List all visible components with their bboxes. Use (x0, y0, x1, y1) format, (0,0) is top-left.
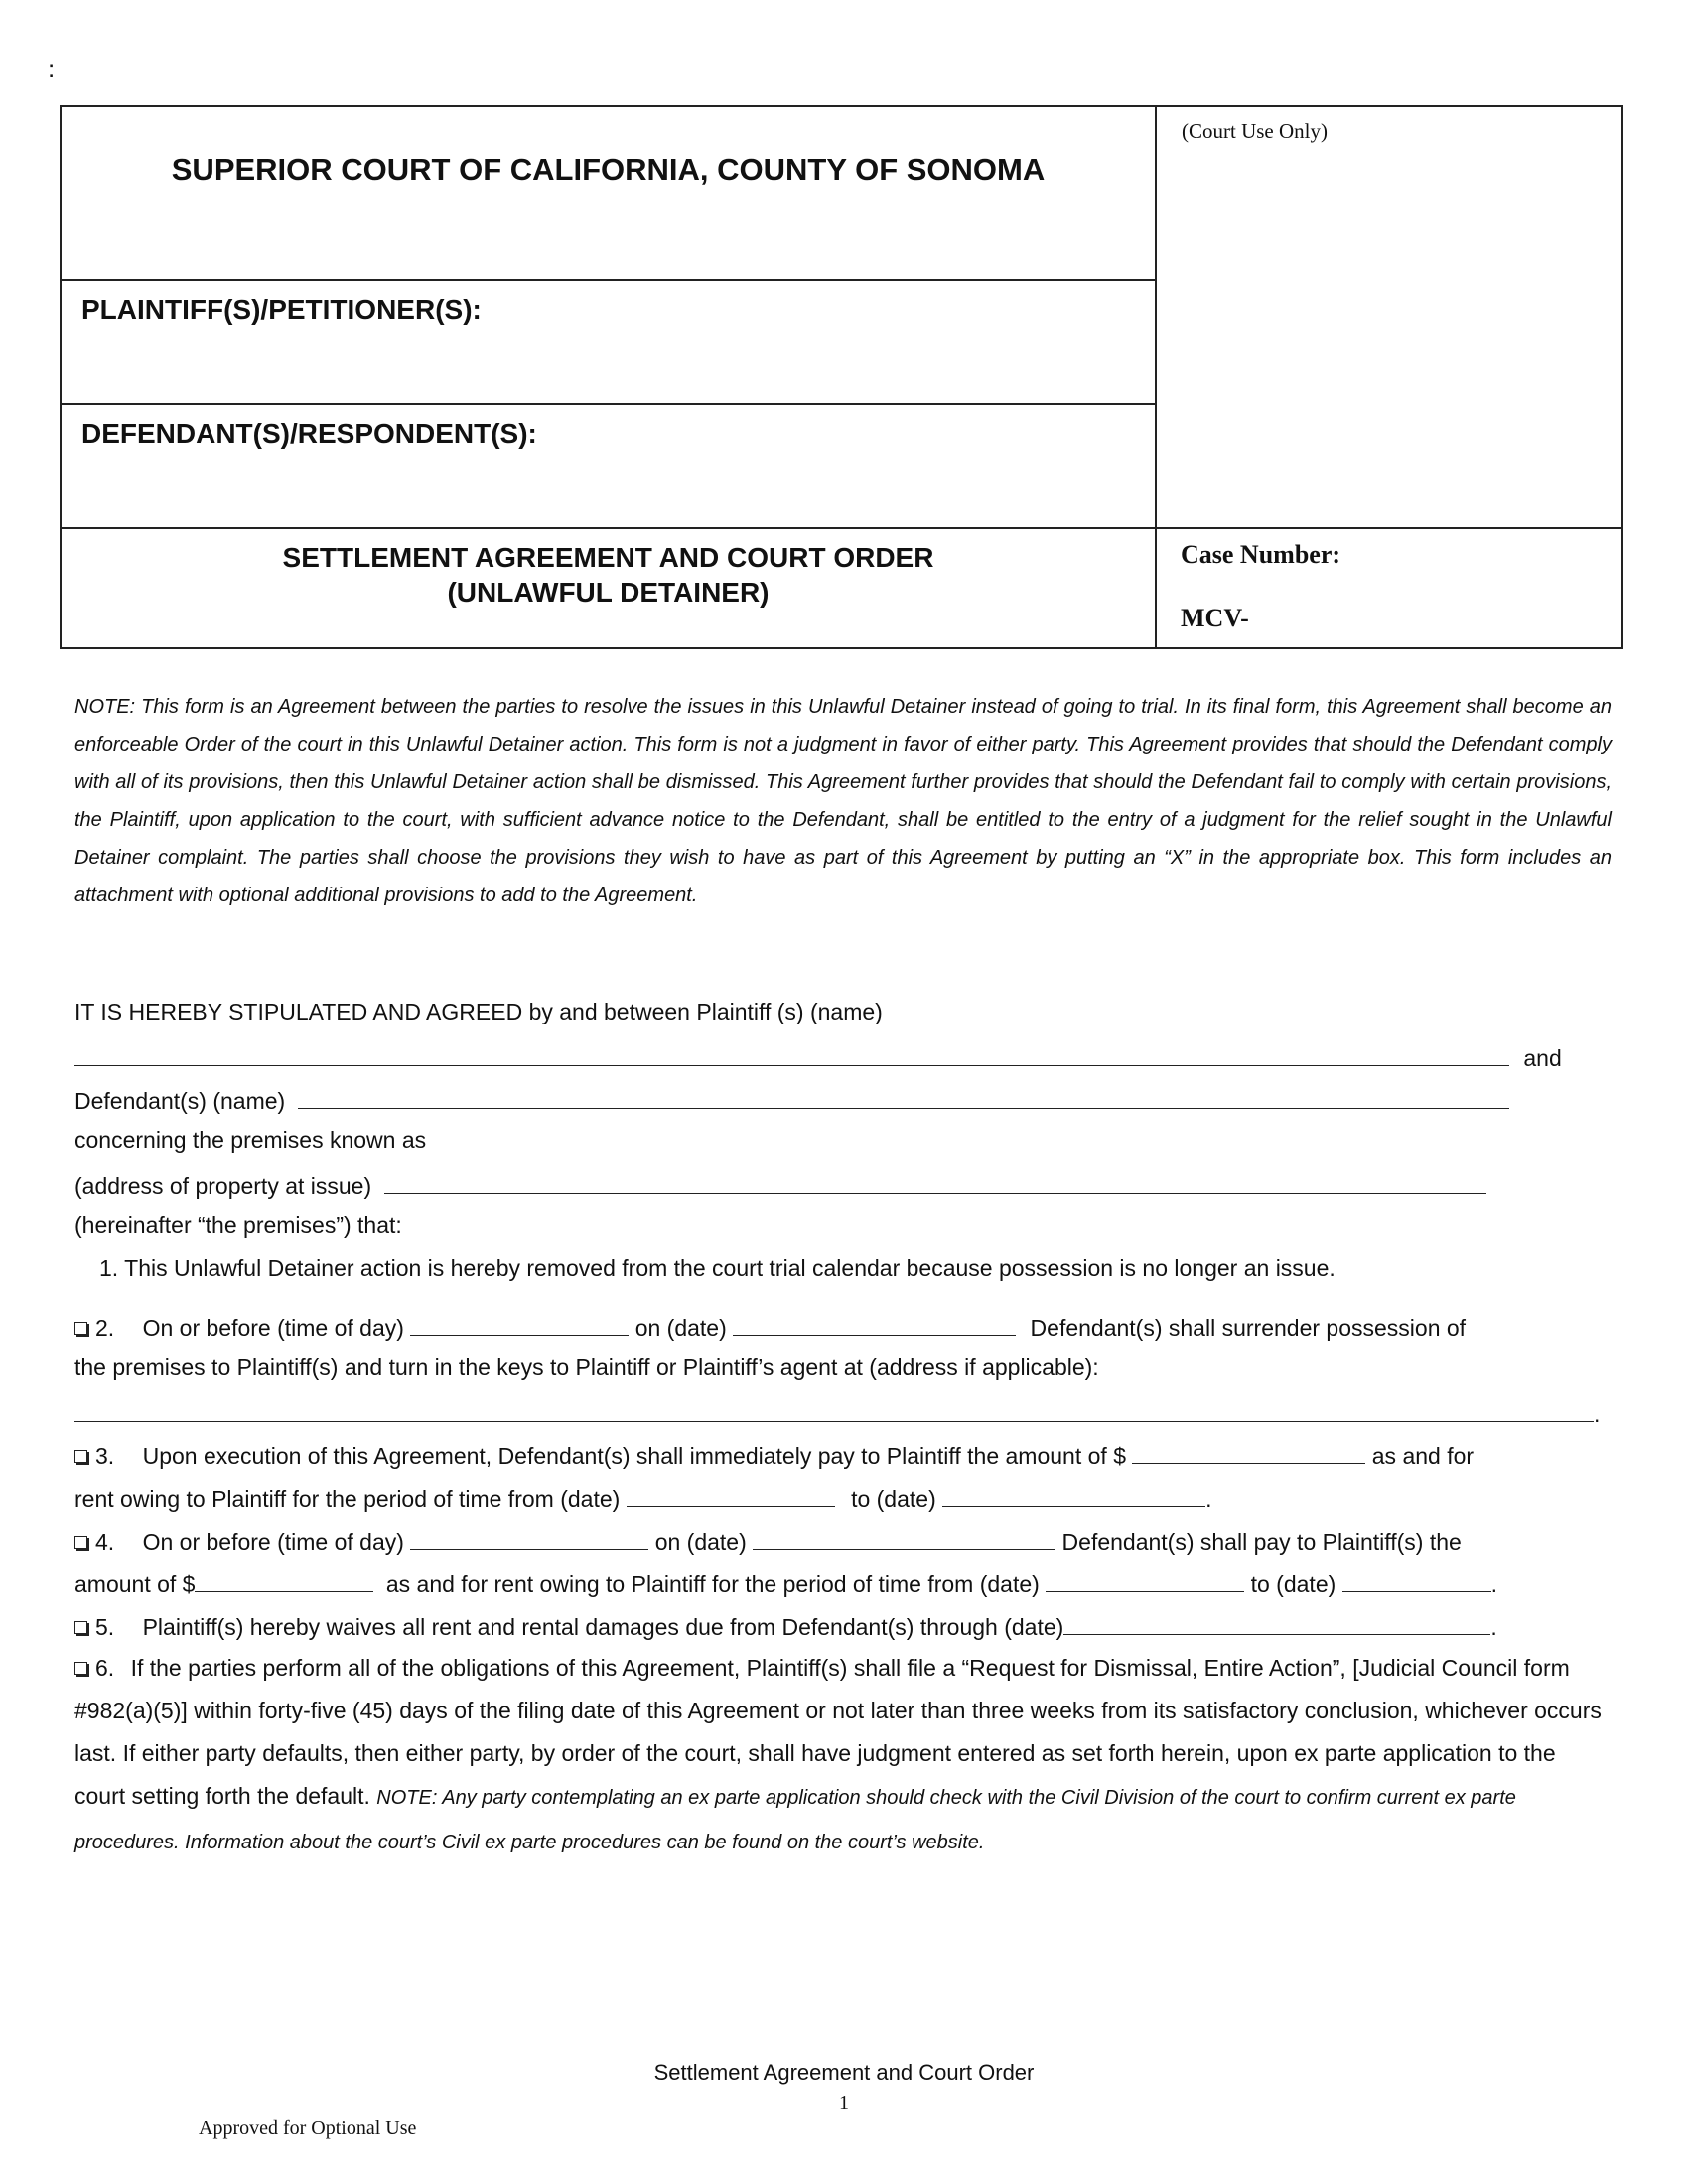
item-3-from-date-field[interactable] (627, 1482, 835, 1507)
item-3-as-and-for: as and for (1371, 1443, 1475, 1470)
item-4-time-field[interactable] (410, 1525, 648, 1550)
item-6-number: 6. (95, 1655, 115, 1681)
case-number-label: Case Number: (1181, 540, 1341, 569)
item-6-text: If the parties perform all of the obligations of this Agreement, Plaintiff(s) shall file a “Request for Dismissal, Entire Action”, [Judicial Council form #982(a)(5)] within forty-five (45) days of the filing date of this Agreement or not later than three weeks from its satisfactory conclusion, whichever occurs last. If either party defaults, then either party, by order of the court, shall have judgment entered as set forth herein, upon ex parte application to the court setting forth the default. (74, 1655, 1602, 1809)
item-2-address-row: . (74, 1397, 1600, 1428)
item-4-pay-text: Defendant(s) shall pay to Plaintiff(s) the (1061, 1529, 1462, 1556)
item-5-number: 5. (95, 1614, 115, 1641)
item-3-to-date-field[interactable] (942, 1482, 1205, 1507)
stray-mark: : (48, 54, 56, 83)
item-6-checkbox[interactable] (74, 1662, 87, 1675)
court-use-label: (Court Use Only) (1182, 119, 1328, 143)
page-number: 1 (839, 2092, 849, 2114)
address-row (74, 1169, 1486, 1200)
defendant-name-row (74, 1084, 1509, 1115)
item-3-row2: rent owing to Plaintiff for the period of time from (date) to (date) . (74, 1482, 1212, 1513)
item-3-amount-field[interactable] (1132, 1439, 1365, 1464)
item-3-period-text: rent owing to Plaintiff for the period of time from (date) (74, 1486, 621, 1513)
plaintiff-name-field[interactable] (74, 1041, 1509, 1066)
item-4-row1 (74, 1525, 1462, 1556)
item-2-checkbox[interactable] (74, 1322, 87, 1335)
item-4-to-date-field[interactable] (1342, 1568, 1491, 1592)
defendant-label: DEFENDANT(S)/RESPONDENT(S): (81, 418, 537, 449)
item-6-note: NOTE: Any party contemplating an ex parte application should check with the Civil Division of the court to confirm current ex parte procedures. Information about the court’s Civil ex parte procedures can be found on the court’s website. (74, 1787, 1516, 1853)
item-4-date-field[interactable] (753, 1525, 1055, 1550)
item-2-time-label: On or before (time of day) (142, 1315, 404, 1342)
item-4-period-text: as and for rent owing to Plaintiff for the period of time from (date) (385, 1571, 1040, 1598)
item-2-row2: the premises to Plaintiff(s) and turn in the keys to Plaintiff or Plaintiff’s agent at (address if applicable): (74, 1354, 1099, 1380)
caption-divider-2 (62, 403, 1155, 405)
case-number-prefix: MCV- (1181, 604, 1249, 632)
form-title-line2: (UNLAWFUL DETAINER) (447, 577, 770, 608)
address-field[interactable] (384, 1169, 1486, 1194)
concerning-line: concerning the premises known as (74, 1127, 427, 1153)
caption-table (60, 105, 1623, 649)
item-5-date-field[interactable] (1063, 1610, 1490, 1635)
and-label: and (1523, 1045, 1562, 1072)
plaintiff-name-row (74, 1041, 1562, 1072)
item-2-surrender-text: Defendant(s) shall surrender possession of (1030, 1315, 1467, 1342)
approved-label: Approved for Optional Use (199, 2117, 417, 2139)
item-1: 1. This Unlawful Detainer action is hereby removed from the court trial calendar because possession is no longer an issue. (99, 1255, 1336, 1281)
defendant-name-field[interactable] (298, 1084, 1509, 1109)
item-4-from-date-field[interactable] (1046, 1568, 1244, 1592)
stipulated-line: IT IS HEREBY STIPULATED AND AGREED by and between Plaintiff (s) (name) (74, 999, 883, 1024)
item-3-to-date-label: to (date) (851, 1486, 936, 1513)
item-4-time-label: On or before (time of day) (142, 1529, 404, 1556)
caption-divider-1 (62, 279, 1155, 281)
item-4-date-label: on (date) (654, 1529, 747, 1556)
court-name: SUPERIOR COURT OF CALIFORNIA, COUNTY OF SONOMA (171, 152, 1046, 187)
address-label: (address of property at issue) (74, 1173, 372, 1200)
defendant-name-label: Defendant(s) (name) (74, 1088, 286, 1115)
item-3-text: Upon execution of this Agreement, Defendant(s) shall immediately pay to Plaintiff the amount of $ (142, 1443, 1126, 1470)
item-5-row: 5. Plaintiff(s) hereby waives all rent and rental damages due from Defendant(s) through (date) . (74, 1610, 1497, 1641)
item-2-date-field[interactable] (733, 1311, 1016, 1336)
item-4-amount-field[interactable] (195, 1568, 373, 1592)
item-2-address-field[interactable] (74, 1397, 1594, 1422)
item-2-number: 2. (95, 1315, 115, 1342)
caption-divider-3 (62, 527, 1621, 529)
hereinafter-line: (hereinafter “the premises”) that: (74, 1212, 402, 1238)
plaintiff-label: PLAINTIFF(S)/PETITIONER(S): (81, 294, 482, 325)
form-note: NOTE: This form is an Agreement between the parties to resolve the issues in this Unlawful Detainer instead of going to trial. In its final form, this Agreement shall become an enforceable Order of the court in this Unlawful Detainer action. This form is not a judgment in favor of either party. This Agreement provides that should the Defendant comply with all of its provisions, then this Unlawful Detainer action shall be dismissed. This Agreement further provides that should the Defendant fail to comply with certain provisions, the Plaintiff, upon application to the court, with sufficient advance notice to the Defendant, shall be entitled to the entry of a judgment for the relief sought in the Unlawful Detainer complaint. The parties shall choose the provisions they wish to have as part of this Agreement by putting an “X” in the appropriate box. This form includes an attachment with optional additional provisions to add to the Agreement. (74, 696, 1612, 906)
item-3-number: 3. (95, 1443, 115, 1470)
item-2-time-field[interactable] (410, 1311, 629, 1336)
item-5-text: Plaintiff(s) hereby waives all rent and rental damages due from Defendant(s) through (date) (142, 1614, 1064, 1641)
item-5-checkbox[interactable] (74, 1621, 87, 1634)
item-2-row1 (74, 1311, 1466, 1342)
footer-title: Settlement Agreement and Court Order (653, 2060, 1035, 2085)
item-4-checkbox[interactable] (74, 1536, 87, 1549)
item-3-checkbox[interactable] (74, 1450, 87, 1463)
item-3-row1 (74, 1439, 1474, 1470)
item-6 (74, 1647, 1604, 1864)
item-4-amount-label: amount of $ (74, 1571, 196, 1598)
item-2-date-label: on (date) (634, 1315, 727, 1342)
caption-divider-vertical (1155, 107, 1157, 647)
item-4-number: 4. (95, 1529, 115, 1556)
form-title-line1: SETTLEMENT AGREEMENT AND COURT ORDER (282, 542, 934, 573)
item-4-row2: amount of $ as and for rent owing to Plaintiff for the period of time from (date) to (date) . (74, 1568, 1497, 1598)
item-4-to-date-label: to (date) (1250, 1571, 1336, 1598)
form-title (62, 540, 1155, 610)
